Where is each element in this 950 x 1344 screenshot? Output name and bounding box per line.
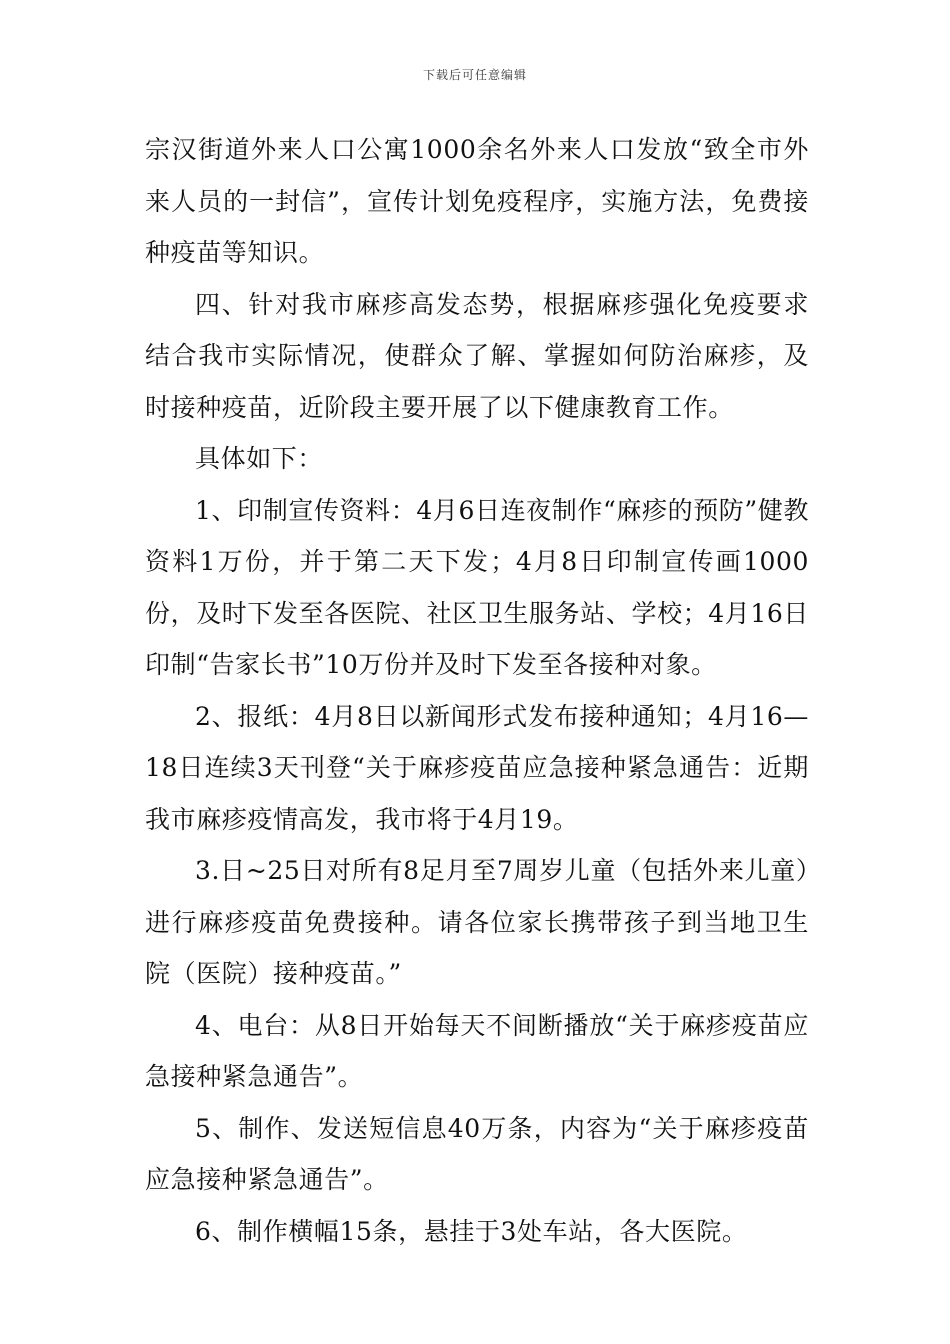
paragraph-3: 具体如下：: [195, 444, 324, 473]
paragraph-5: 2、报纸：4月8日以新闻形式发布接种通知；4月16—18日连续3天刊登“关于麻疹疫苗应急接种紧急通告：近期我市麻疹疫情高发，我市将于4月19。: [145, 701, 809, 834]
document-body: [145, 124, 809, 1257]
paragraph-6: 3.日~25日对所有8足月至7周岁儿童（包括外来儿童）进行麻疹疫苗免费接种。请各位家长携带孩子到当地卫生院（医院）接种疫苗。”: [145, 856, 809, 988]
paragraph-2: 四、针对我市麻疹高发态势，根据麻疹强化免疫要求结合我市实际情况，使群众了解、掌握如何防治麻疹，及时接种疫苗，近阶段主要开展了以下健康教育工作。: [145, 289, 809, 422]
paragraph-8: 5、制作、发送短信息40万条，内容为“关于麻疹疫苗应急接种紧急通告”。: [145, 1113, 809, 1194]
paragraph-7: 4、电台：从8日开始每天不间断播放“关于麻疹疫苗应急接种紧急通告”。: [145, 1010, 809, 1091]
page-header: 下载后可任意编辑: [422, 68, 527, 82]
paragraph-4: 1、印制宣传资料：4月6日连夜制作“麻疹的预防”健教资料1万份，并于第二天下发；4月8日印制宣传画1000份，及时下发至各医院、社区卫生服务站、学校；4月16日印制“告家长书”10万份并及时下发至各接种对象。: [145, 495, 809, 679]
paragraph-9: 6、制作横幅15条，悬挂于3处车站，各大医院。: [195, 1216, 748, 1246]
paragraph-1: 宗汉街道外来人口公寓1000余名外来人口发放“致全市外来人员的一封信”，宣传计划免疫程序，实施方法，免费接种疫苗等知识。: [145, 135, 809, 267]
